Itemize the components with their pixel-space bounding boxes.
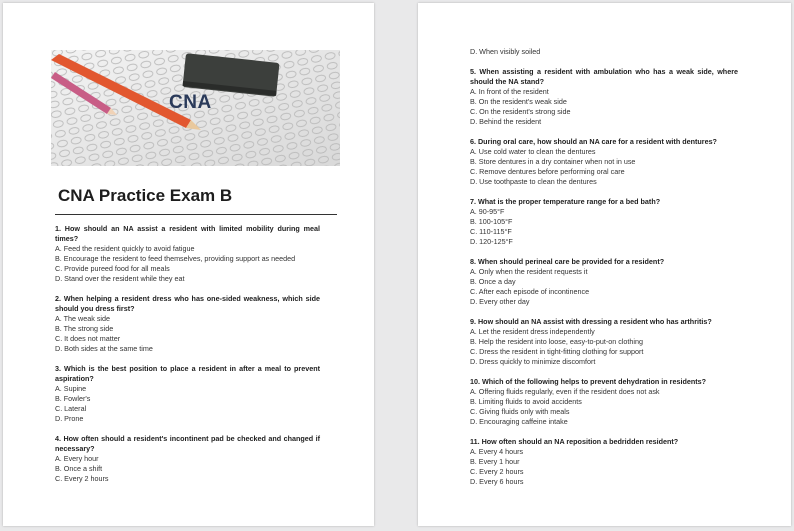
question-11 <box>470 437 738 487</box>
page-title: CNA Practice Exam B <box>58 186 233 205</box>
option-b: B. Once a shift <box>55 464 103 473</box>
option-c: C. On the resident's strong side <box>470 107 571 116</box>
question-text: 5. When assisting a resident with ambulation who has a weak side, where should the NA stand? <box>470 67 738 86</box>
title-divider <box>55 214 337 215</box>
question-text: 11. How often should an NA reposition a bedridden resident? <box>470 437 679 446</box>
option-d: D. Dress quickly to minimize discomfort <box>470 357 596 366</box>
option-c: C. Lateral <box>55 404 87 413</box>
questions-column-1 <box>55 224 320 494</box>
option-a: A. Let the resident dress independently <box>470 327 595 336</box>
question-8 <box>470 257 738 307</box>
option-b: B. Once a day <box>470 277 516 286</box>
option-b: B. On the resident's weak side <box>470 97 567 106</box>
question-text: 2. When helping a resident dress who has one-sided weakness, which side should you dress first? <box>55 294 320 313</box>
option-a: A. Feed the resident quickly to avoid fatigue <box>55 244 195 253</box>
questions-column-2 <box>470 47 738 497</box>
question-text: 9. How should an NA assist with dressing a resident who has arthritis? <box>470 317 712 326</box>
option-c: C. It does not matter <box>55 334 121 343</box>
option-c: C. After each episode of incontinence <box>470 287 590 296</box>
option-b: B. Help the resident into loose, easy-to-put-on clothing <box>470 337 643 346</box>
question-5 <box>470 67 738 127</box>
option-b: B. The strong side <box>55 324 114 333</box>
option-a: A. Use cold water to clean the dentures <box>470 147 596 156</box>
question-9 <box>470 317 738 367</box>
question-3 <box>55 364 320 424</box>
option-a: A. The weak side <box>55 314 111 323</box>
option-a: A. Every 4 hours <box>470 447 524 456</box>
option-c: C. Every 2 hours <box>55 474 109 483</box>
question-text: 7. What is the proper temperature range for a bed bath? <box>470 197 661 206</box>
option-a: A. Every hour <box>55 454 99 463</box>
option-d: D. 120-125°F <box>470 237 513 246</box>
option-d: D. Encouraging caffeine intake <box>470 417 568 426</box>
option-b: B. Fowler's <box>55 394 91 403</box>
option-c: C. Dress the resident in tight-fitting clothing for support <box>470 347 644 356</box>
option-d: D. Both sides at the same time <box>55 344 153 353</box>
question-2 <box>55 294 320 354</box>
option-d: D. Every 6 hours <box>470 477 524 486</box>
question-text: 8. When should perineal care be provided for a resident? <box>470 257 665 266</box>
option-d: D. Every other day <box>470 297 530 306</box>
question-4 <box>55 434 320 484</box>
option-d: D. Stand over the resident while they eat <box>55 274 185 283</box>
option-c: C. Giving fluids only with meals <box>470 407 570 416</box>
continued-option-d: D. When visibly soiled <box>470 47 541 56</box>
option-a: A. 90-95°F <box>470 207 505 216</box>
question-text: 1. How should an NA assist a resident with limited mobility during meal times? <box>55 224 320 243</box>
option-b: B. 100-105°F <box>470 217 513 226</box>
option-c: C. Every 2 hours <box>470 467 524 476</box>
header-image <box>51 50 340 166</box>
question-text: 10. Which of the following helps to prevent dehydration in residents? <box>470 377 707 386</box>
option-c: C. 110-115°F <box>470 227 512 236</box>
option-b: B. Every 1 hour <box>470 457 520 466</box>
option-b: B. Limiting fluids to avoid accidents <box>470 397 582 406</box>
question-6 <box>470 137 738 187</box>
option-c: C. Remove dentures before performing oral care <box>470 167 625 176</box>
question-text: 4. How often should a resident's incontinent pad be checked and changed if necessary? <box>55 434 320 453</box>
question-1 <box>55 224 320 284</box>
option-d: D. Use toothpaste to clean the dentures <box>470 177 597 186</box>
question-text: 6. During oral care, how should an NA care for a resident with dentures? <box>470 137 717 146</box>
question-7 <box>470 197 738 247</box>
option-b: B. Store dentures in a dry container when not in use <box>470 157 636 166</box>
option-a: A. Supine <box>55 384 87 393</box>
option-a: A. Offering fluids regularly, even if the resident does not ask <box>470 387 660 396</box>
option-d: D. Prone <box>55 414 84 423</box>
question-10 <box>470 377 738 427</box>
option-d: D. Behind the resident <box>470 117 542 126</box>
hero-cna-label: CNA <box>169 92 212 113</box>
option-c: C. Provide pureed food for all meals <box>55 264 170 273</box>
option-a: A. Only when the resident requests it <box>470 267 588 276</box>
question-text: 3. Which is the best position to place a resident in after a meal to prevent aspiration? <box>55 364 320 383</box>
option-b: B. Encourage the resident to feed themselves, providing support as needed <box>55 254 296 263</box>
option-a: A. In front of the resident <box>470 87 549 96</box>
